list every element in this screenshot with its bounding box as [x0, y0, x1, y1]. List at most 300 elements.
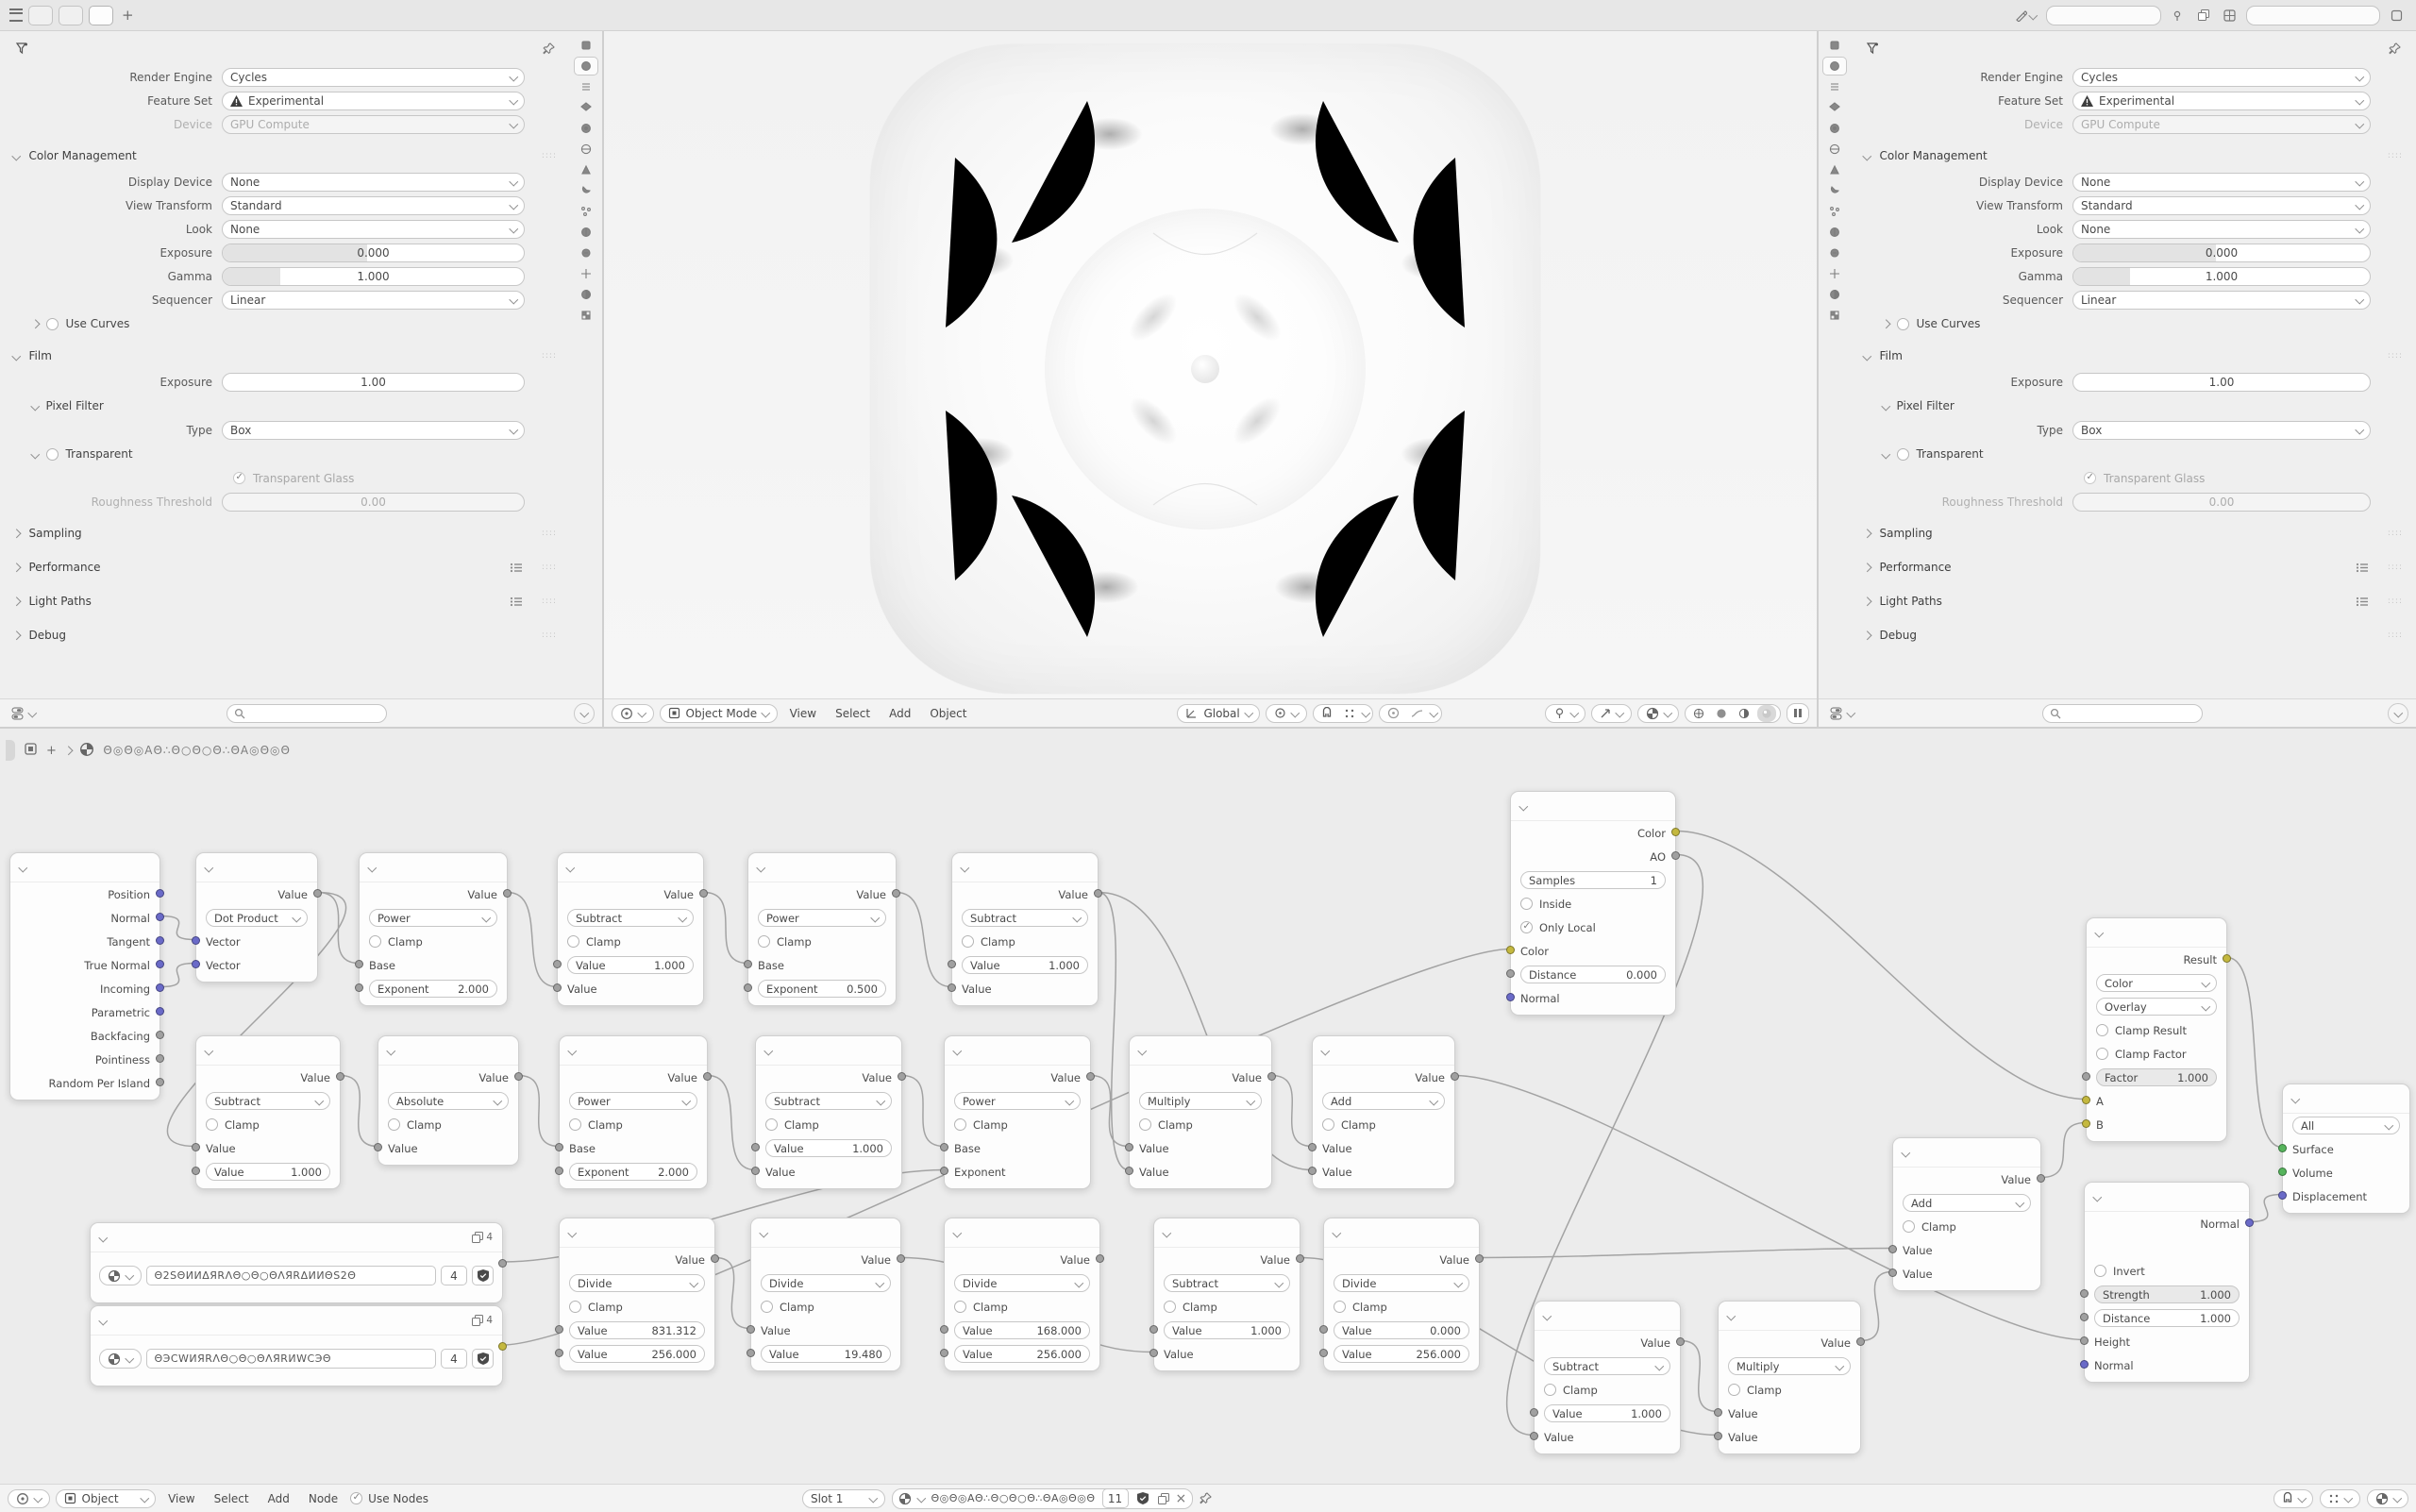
- number-field-roughness-threshold[interactable]: [222, 493, 525, 512]
- socket[interactable]: [156, 960, 164, 968]
- checkbox[interactable]: [2094, 1265, 2106, 1277]
- socket[interactable]: [553, 983, 562, 992]
- node-add1[interactable]: [1312, 1035, 1455, 1189]
- node-sub5[interactable]: [1153, 1218, 1300, 1371]
- menu-icon[interactable]: [9, 8, 23, 22]
- tab-object-icon[interactable]: [575, 161, 597, 178]
- section-header-debug[interactable]: [1851, 621, 2416, 649]
- node-menu-view[interactable]: View: [168, 1491, 195, 1505]
- socket[interactable]: [940, 1349, 948, 1357]
- viewport-menu-view[interactable]: View: [789, 706, 817, 720]
- box-icon[interactable]: [2387, 6, 2407, 25]
- value-field[interactable]: [369, 980, 497, 998]
- fake-user-shield-icon[interactable]: [1135, 1491, 1151, 1506]
- tab-world-icon[interactable]: [575, 141, 597, 158]
- snap-target-icon[interactable]: [1340, 704, 1359, 723]
- socket[interactable]: [1296, 1254, 1304, 1263]
- topbar-search-input[interactable]: [2046, 6, 2161, 25]
- checkbox[interactable]: [569, 1301, 581, 1313]
- section-header-color-management[interactable]: [1851, 142, 2416, 170]
- number-field-roughness-threshold[interactable]: [2072, 493, 2371, 512]
- node-group1[interactable]: [90, 1222, 503, 1303]
- shading-solid-icon[interactable]: [1712, 705, 1731, 722]
- section-header-sampling[interactable]: [1851, 519, 2416, 547]
- number-field-exposure[interactable]: [2072, 373, 2371, 392]
- node-outnode[interactable]: [2282, 1084, 2410, 1214]
- tab-world-icon[interactable]: [1823, 141, 1846, 158]
- dropdown-sequencer[interactable]: [222, 291, 525, 310]
- tab-constraints-icon[interactable]: [1823, 244, 1846, 261]
- socket[interactable]: [355, 983, 363, 992]
- editor-menu-toggle[interactable]: [8, 704, 40, 723]
- slot-dropdown[interactable]: [802, 1489, 885, 1508]
- filter-funnel-icon[interactable]: [1862, 39, 1884, 58]
- material-name[interactable]: Θ◎Θ◎AΘ∴Θ○Θ○Θ∴ΘA◎Θ◎Θ: [931, 1492, 1096, 1504]
- operation-dropdown[interactable]: [954, 1092, 1081, 1110]
- viewport-menu-select[interactable]: Select: [835, 706, 871, 720]
- node-header[interactable]: [91, 1223, 502, 1252]
- socket[interactable]: [948, 960, 956, 968]
- socket[interactable]: [2080, 1360, 2089, 1369]
- checkbox[interactable]: [1728, 1384, 1740, 1396]
- slider-exposure[interactable]: [2072, 244, 2371, 262]
- panel-options-button[interactable]: [574, 703, 595, 724]
- value-field[interactable]: [569, 1321, 705, 1339]
- checkbox[interactable]: [1322, 1118, 1334, 1131]
- checkbox[interactable]: [1903, 1220, 1915, 1233]
- tab-render-icon[interactable]: [575, 58, 597, 75]
- socket[interactable]: [744, 960, 752, 968]
- node-header[interactable]: [2085, 1183, 2249, 1212]
- socket[interactable]: [156, 913, 164, 921]
- socket[interactable]: [747, 1325, 755, 1334]
- socket[interactable]: [1319, 1325, 1328, 1334]
- topbar-filter-input[interactable]: [2246, 6, 2380, 25]
- workspace-tab-2[interactable]: [59, 6, 83, 25]
- group-name-field[interactable]: [146, 1349, 437, 1369]
- falloff-curve-icon[interactable]: [1407, 704, 1427, 723]
- section-header-light-paths[interactable]: [1851, 587, 2416, 615]
- operation-dropdown[interactable]: [1728, 1357, 1851, 1375]
- group-selector-icon[interactable]: [99, 1349, 142, 1369]
- node-header[interactable]: [1154, 1218, 1300, 1248]
- node-pow2[interactable]: [359, 852, 508, 1006]
- overlays-icon[interactable]: [1591, 704, 1632, 723]
- socket[interactable]: [940, 1143, 948, 1151]
- socket[interactable]: [374, 1143, 382, 1151]
- tab-material-icon[interactable]: [1823, 286, 1846, 303]
- checkbox[interactable]: [761, 1301, 773, 1313]
- checkbox[interactable]: [1164, 1301, 1176, 1313]
- node-ao[interactable]: [1510, 791, 1676, 1016]
- checkbox[interactable]: [1520, 921, 1533, 933]
- group-selector-icon[interactable]: [99, 1266, 142, 1285]
- shader-type-dropdown[interactable]: [56, 1489, 157, 1508]
- value-field[interactable]: [1520, 966, 1666, 983]
- add-workspace-button[interactable]: +: [122, 7, 134, 24]
- socket[interactable]: [156, 936, 164, 945]
- value-field[interactable]: [2094, 1285, 2240, 1303]
- operation-dropdown[interactable]: [388, 1092, 509, 1110]
- socket[interactable]: [1888, 1268, 1897, 1277]
- socket[interactable]: [2278, 1168, 2287, 1176]
- checkbox[interactable]: [758, 935, 770, 948]
- tab-output-icon[interactable]: [575, 78, 597, 95]
- unlink-icon[interactable]: ×: [1175, 1490, 1187, 1506]
- node-header[interactable]: [2087, 918, 2226, 948]
- node-sub1[interactable]: [557, 852, 704, 1006]
- pin-icon[interactable]: [2168, 6, 2188, 25]
- socket[interactable]: [192, 960, 200, 968]
- section-header-film[interactable]: [1851, 342, 2416, 370]
- checkbox[interactable]: [46, 318, 59, 330]
- orientation-dropdown[interactable]: [1177, 704, 1260, 723]
- pin-icon[interactable]: [2385, 39, 2405, 58]
- node-header[interactable]: [10, 853, 159, 882]
- socket[interactable]: [1308, 1143, 1317, 1151]
- fake-user-shield-icon[interactable]: [472, 1349, 494, 1369]
- pin-icon[interactable]: [1200, 1492, 1212, 1504]
- operation-dropdown[interactable]: [1139, 1092, 1262, 1110]
- slider-exposure[interactable]: [222, 244, 525, 262]
- node-header[interactable]: [1313, 1036, 1454, 1066]
- copy-icon[interactable]: [2194, 6, 2213, 25]
- checkbox[interactable]: [962, 935, 974, 948]
- group-name-field[interactable]: [146, 1266, 437, 1285]
- editor-type-button[interactable]: [612, 704, 654, 723]
- section-header-color-management[interactable]: [0, 142, 570, 170]
- socket[interactable]: [2082, 1072, 2090, 1081]
- node-header[interactable]: [1535, 1302, 1680, 1331]
- value-field[interactable]: [1164, 1321, 1290, 1339]
- socket[interactable]: [355, 960, 363, 968]
- region-resize-handle[interactable]: [6, 740, 15, 761]
- value-field[interactable]: [1334, 1345, 1469, 1363]
- socket[interactable]: [1671, 828, 1680, 836]
- operation-dropdown[interactable]: [765, 1092, 892, 1110]
- socket[interactable]: [336, 1072, 344, 1081]
- checkbox[interactable]: [567, 935, 579, 948]
- socket[interactable]: [498, 1259, 507, 1268]
- checkbox[interactable]: [569, 1118, 581, 1131]
- node-div4[interactable]: [1323, 1218, 1480, 1371]
- node-header[interactable]: [945, 1218, 1099, 1248]
- socket[interactable]: [1319, 1349, 1328, 1357]
- socket[interactable]: [156, 1031, 164, 1039]
- socket[interactable]: [1888, 1245, 1897, 1253]
- socket[interactable]: [514, 1072, 523, 1081]
- node-div2[interactable]: [750, 1218, 901, 1371]
- section-header-light-paths[interactable]: [0, 587, 570, 615]
- dropdown-render-engine[interactable]: [2072, 68, 2371, 87]
- node-header[interactable]: [756, 1036, 901, 1066]
- node-geometry[interactable]: [9, 852, 160, 1100]
- viewport-canvas[interactable]: [604, 31, 1817, 698]
- use-nodes-toggle[interactable]: [350, 1492, 428, 1505]
- workspace-tab-1[interactable]: [28, 6, 53, 25]
- value-field[interactable]: [761, 1345, 891, 1363]
- node-abs[interactable]: [378, 1035, 519, 1166]
- socket[interactable]: [948, 983, 956, 992]
- checkbox[interactable]: [1897, 318, 1909, 330]
- node-header[interactable]: [945, 1036, 1090, 1066]
- tab-view-layer-icon[interactable]: [575, 99, 597, 116]
- node-header[interactable]: [91, 1306, 502, 1336]
- tab-object-data-icon[interactable]: [1823, 265, 1846, 282]
- socket[interactable]: [2082, 1119, 2090, 1128]
- checkbox[interactable]: [350, 1492, 362, 1504]
- socket[interactable]: [2223, 954, 2231, 963]
- socket[interactable]: [1506, 946, 1515, 954]
- socket[interactable]: [555, 1167, 563, 1175]
- socket[interactable]: [2245, 1218, 2254, 1227]
- socket[interactable]: [1086, 1072, 1095, 1081]
- subsection-transparent[interactable]: [0, 442, 570, 466]
- socket[interactable]: [553, 960, 562, 968]
- viewport-menu-object[interactable]: Object: [930, 706, 967, 720]
- pin-icon[interactable]: [539, 39, 559, 58]
- socket[interactable]: [313, 889, 322, 898]
- snap-magnet-icon[interactable]: [2273, 1489, 2314, 1508]
- operation-dropdown[interactable]: [1334, 1274, 1469, 1292]
- node-add2[interactable]: [1892, 1137, 2041, 1291]
- value-field[interactable]: [962, 956, 1088, 974]
- socket[interactable]: [156, 983, 164, 992]
- node-header[interactable]: [360, 853, 507, 882]
- checkbox[interactable]: [369, 935, 381, 948]
- socket[interactable]: [2278, 1191, 2287, 1200]
- tab-render-icon[interactable]: [1823, 58, 1846, 75]
- list-icon[interactable]: [506, 592, 527, 611]
- snap-magnet-icon[interactable]: [1317, 704, 1336, 723]
- list-icon[interactable]: [2352, 592, 2373, 611]
- tab-object-data-icon[interactable]: [575, 265, 597, 282]
- tab-particles-icon[interactable]: [1823, 203, 1846, 220]
- socket[interactable]: [156, 889, 164, 898]
- section-header-debug[interactable]: [0, 621, 570, 649]
- socket[interactable]: [711, 1254, 719, 1263]
- tab-constraints-icon[interactable]: [575, 244, 597, 261]
- socket[interactable]: [1506, 993, 1515, 1001]
- checkbox[interactable]: [233, 472, 245, 484]
- operation-dropdown[interactable]: [1164, 1274, 1290, 1292]
- node-menu-select[interactable]: Select: [213, 1491, 249, 1505]
- proportional-edit-icon[interactable]: [1384, 704, 1403, 723]
- node-header[interactable]: [1130, 1036, 1271, 1066]
- socket[interactable]: [1856, 1337, 1865, 1346]
- editor-type-button[interactable]: [8, 1489, 50, 1508]
- node-header[interactable]: [1719, 1302, 1860, 1331]
- checkbox[interactable]: [1544, 1384, 1556, 1396]
- socket[interactable]: [1125, 1143, 1133, 1151]
- node-mul1[interactable]: [1129, 1035, 1272, 1189]
- dropdown-device[interactable]: [222, 115, 525, 134]
- checkbox[interactable]: [1520, 898, 1533, 910]
- slider-gamma[interactable]: [222, 267, 525, 286]
- tab-material-icon[interactable]: [575, 286, 597, 303]
- socket[interactable]: [751, 1167, 760, 1175]
- node-menu-add[interactable]: Add: [267, 1491, 290, 1505]
- operation-dropdown[interactable]: [206, 909, 308, 927]
- socket[interactable]: [503, 889, 512, 898]
- node-header[interactable]: [196, 853, 317, 882]
- tab-tool-icon[interactable]: [575, 37, 597, 54]
- fake-user-shield-icon[interactable]: [472, 1266, 494, 1285]
- value-field[interactable]: [1520, 871, 1666, 889]
- socket[interactable]: [555, 1143, 563, 1151]
- socket[interactable]: [1094, 889, 1102, 898]
- subsection-use-curves[interactable]: [1851, 311, 2416, 336]
- material-user-count[interactable]: 11: [1102, 1488, 1129, 1508]
- socket[interactable]: [2278, 1144, 2287, 1152]
- value-field[interactable]: [569, 1345, 705, 1363]
- node-menu-node[interactable]: Node: [308, 1491, 339, 1505]
- viewport-menu-add[interactable]: Add: [889, 706, 912, 720]
- socket[interactable]: [699, 889, 708, 898]
- socket[interactable]: [498, 1342, 507, 1351]
- socket[interactable]: [1267, 1072, 1276, 1081]
- number-field-exposure[interactable]: [222, 373, 525, 392]
- xray-toggle-icon[interactable]: [1637, 704, 1680, 723]
- section-header-performance[interactable]: [1851, 553, 2416, 581]
- node-header[interactable]: [560, 1036, 707, 1066]
- annotate-icon[interactable]: [2011, 6, 2040, 25]
- operation-dropdown[interactable]: [2096, 998, 2217, 1016]
- tab-output-icon[interactable]: [1823, 78, 1846, 95]
- node-bump[interactable]: [2084, 1182, 2250, 1383]
- node-header[interactable]: [196, 1036, 340, 1066]
- value-field[interactable]: [1334, 1321, 1469, 1339]
- subsection-pixel-filter[interactable]: [1851, 394, 2416, 418]
- socket[interactable]: [1530, 1432, 1538, 1440]
- panel-options-button[interactable]: [2388, 703, 2408, 724]
- value-field[interactable]: [1544, 1404, 1670, 1422]
- operation-dropdown[interactable]: [2292, 1117, 2400, 1134]
- value-field[interactable]: [765, 1139, 892, 1157]
- editor-menu-toggle[interactable]: [1826, 704, 1858, 723]
- value-field[interactable]: [954, 1345, 1090, 1363]
- socket[interactable]: [1714, 1408, 1722, 1417]
- operation-dropdown[interactable]: [206, 1092, 330, 1110]
- socket[interactable]: [1671, 851, 1680, 860]
- editor-type-icon[interactable]: [24, 742, 38, 759]
- dropdown-display-device[interactable]: [222, 173, 525, 192]
- operation-dropdown[interactable]: [1544, 1357, 1670, 1375]
- operation-dropdown[interactable]: [369, 909, 497, 927]
- node-sub3[interactable]: [195, 1035, 341, 1189]
- socket[interactable]: [1714, 1432, 1722, 1440]
- grid-icon[interactable]: [2220, 6, 2240, 25]
- tab-tool-icon[interactable]: [1823, 37, 1846, 54]
- socket[interactable]: [555, 1325, 563, 1334]
- overlay-icon[interactable]: [2367, 1489, 2409, 1508]
- node-header[interactable]: [560, 1218, 714, 1248]
- shading-material-preview-icon[interactable]: [1735, 705, 1753, 722]
- socket[interactable]: [1125, 1167, 1133, 1175]
- socket[interactable]: [2082, 1096, 2090, 1104]
- socket[interactable]: [892, 889, 900, 898]
- mode-dropdown[interactable]: [660, 704, 778, 723]
- tab-physics-icon[interactable]: [575, 224, 597, 241]
- checkbox[interactable]: [954, 1301, 966, 1313]
- operation-dropdown[interactable]: [962, 909, 1088, 927]
- checkbox[interactable]: [2096, 1048, 2108, 1060]
- operation-dropdown[interactable]: [567, 909, 694, 927]
- socket[interactable]: [1530, 1408, 1538, 1417]
- group-user-count[interactable]: 4: [441, 1349, 467, 1369]
- socket[interactable]: [1506, 969, 1515, 978]
- dropdown-view-transform[interactable]: [222, 196, 525, 215]
- node-header[interactable]: [748, 853, 896, 882]
- value-field[interactable]: [567, 956, 694, 974]
- dropdown-render-engine[interactable]: [222, 68, 525, 87]
- node-header[interactable]: [2283, 1084, 2409, 1114]
- checkbox[interactable]: [765, 1118, 778, 1131]
- value-field[interactable]: [569, 1163, 697, 1181]
- checkbox[interactable]: [388, 1118, 400, 1131]
- dropdown-sequencer[interactable]: [2072, 291, 2371, 310]
- operation-dropdown[interactable]: [1903, 1194, 2031, 1212]
- checkbox[interactable]: [954, 1118, 966, 1131]
- subsection-use-curves[interactable]: [0, 311, 570, 336]
- pause-button[interactable]: [1787, 703, 1809, 724]
- value-field[interactable]: [2094, 1309, 2240, 1327]
- node-sub4[interactable]: [755, 1035, 902, 1189]
- socket[interactable]: [1475, 1254, 1484, 1263]
- socket[interactable]: [156, 1007, 164, 1016]
- checkbox[interactable]: [1139, 1118, 1151, 1131]
- socket[interactable]: [1096, 1254, 1104, 1263]
- dropdown-view-transform[interactable]: [2072, 196, 2371, 215]
- checkbox[interactable]: [1334, 1301, 1346, 1313]
- tab-texture-icon[interactable]: [575, 307, 597, 324]
- node-pow05[interactable]: [747, 852, 897, 1006]
- tab-texture-icon[interactable]: [1823, 307, 1846, 324]
- socket[interactable]: [1149, 1325, 1158, 1334]
- checkbox[interactable]: [2084, 472, 2096, 484]
- section-header-film[interactable]: [0, 342, 570, 370]
- node-dot[interactable]: [195, 852, 318, 983]
- slider-gamma[interactable]: [2072, 267, 2371, 286]
- viewport-3d[interactable]: [604, 31, 1817, 727]
- operation-dropdown[interactable]: [2096, 974, 2217, 992]
- node-header[interactable]: [1511, 792, 1675, 821]
- value-field[interactable]: [2096, 1068, 2217, 1086]
- operation-dropdown[interactable]: [761, 1274, 891, 1292]
- node-header[interactable]: [1893, 1138, 2040, 1168]
- panel-search-input[interactable]: [2042, 704, 2203, 723]
- node-div1[interactable]: [559, 1218, 715, 1371]
- node-sub2[interactable]: [951, 852, 1099, 1006]
- socket[interactable]: [2037, 1174, 2045, 1183]
- dropdown-feature-set[interactable]: [222, 92, 525, 110]
- socket[interactable]: [897, 1254, 905, 1263]
- shading-wireframe-icon[interactable]: [1689, 705, 1708, 722]
- socket[interactable]: [940, 1325, 948, 1334]
- socket[interactable]: [555, 1349, 563, 1357]
- show-gizmo-icon[interactable]: [1545, 704, 1586, 723]
- socket[interactable]: [1308, 1167, 1317, 1175]
- node-sub6[interactable]: [1534, 1301, 1681, 1454]
- socket[interactable]: [192, 936, 200, 945]
- node-group2[interactable]: [90, 1305, 503, 1386]
- socket[interactable]: [2080, 1313, 2089, 1321]
- socket[interactable]: [1676, 1337, 1685, 1346]
- section-header-sampling[interactable]: [0, 519, 570, 547]
- dropdown-display-device[interactable]: [2072, 173, 2371, 192]
- node-div3[interactable]: [944, 1218, 1100, 1371]
- tab-scene-icon[interactable]: [1823, 120, 1846, 137]
